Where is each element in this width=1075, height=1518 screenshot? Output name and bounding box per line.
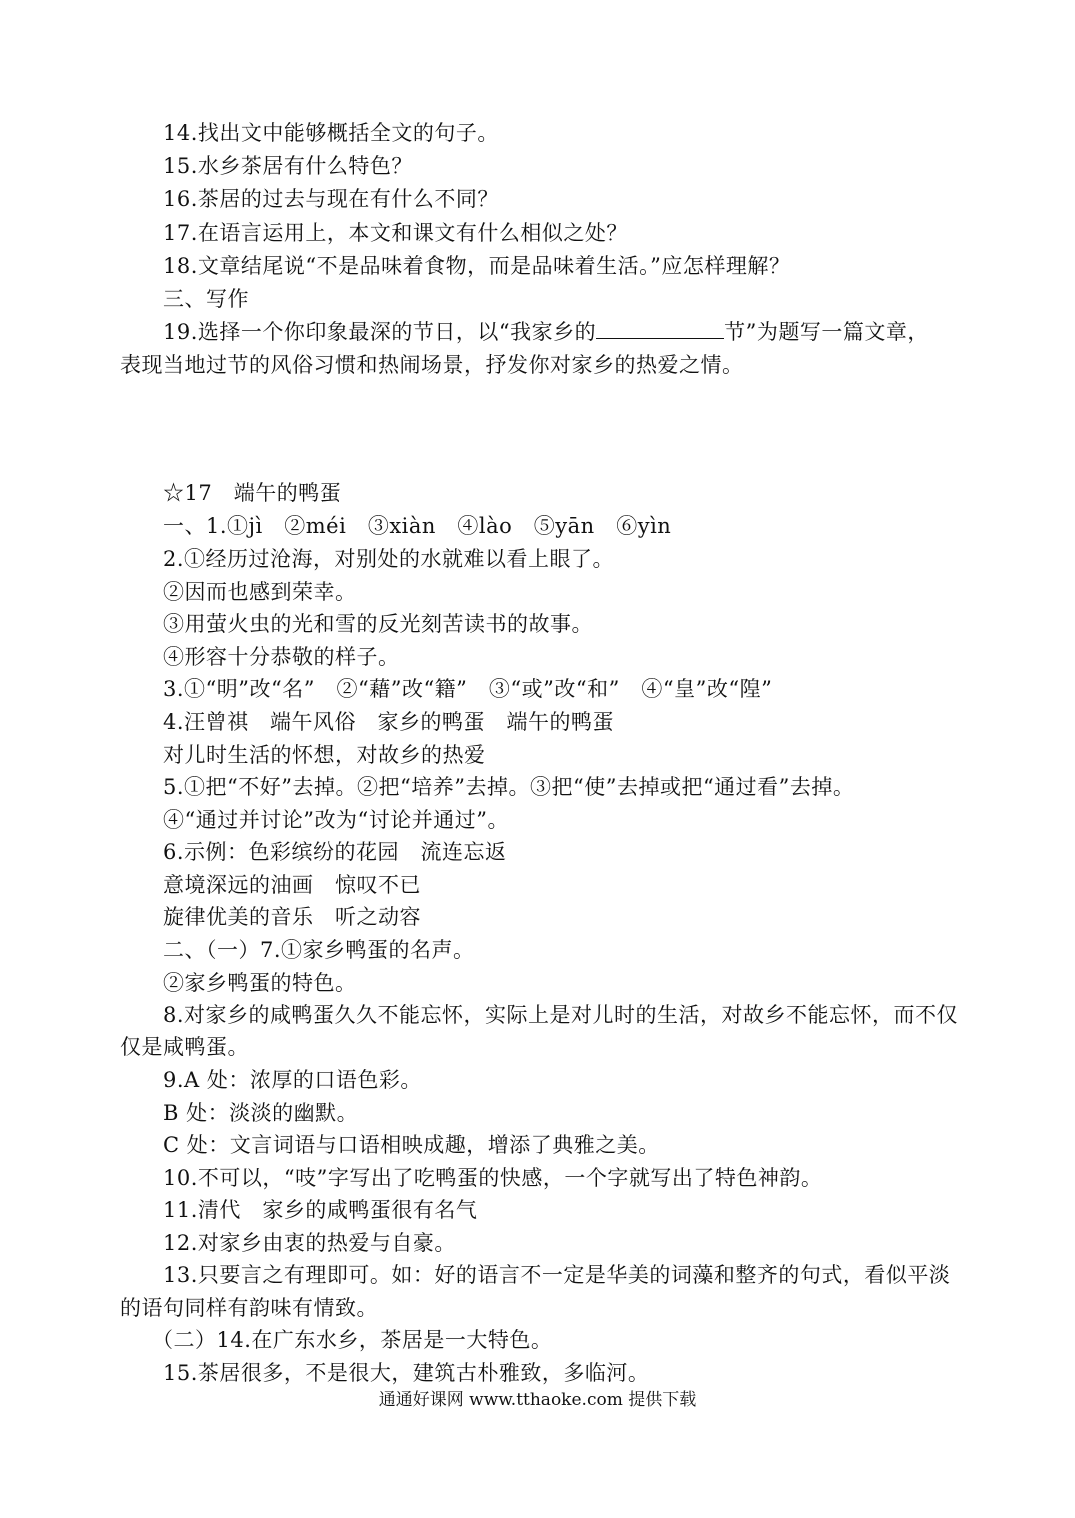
answer-5-2: ④“通过并讨论”改为“讨论并通过”。: [163, 808, 509, 832]
answer-2-3: ③用萤火虫的光和雪的反光刻苦读书的故事。: [163, 612, 593, 636]
answer-13-2: 的语句同样有韵味有情致。: [120, 1296, 378, 1320]
answer-15: 15.茶居很多，不是很大，建筑古朴雅致，多临河。: [163, 1361, 650, 1385]
question-15: 15.水乡茶居有什么特色？: [163, 154, 413, 178]
answer-9-3: C 处：文言词语与口语相映成趣，增添了典雅之美。: [163, 1133, 660, 1157]
question-19-part-2: 节”为题写一篇文章，: [724, 320, 929, 344]
answer-8-2: 仅是咸鸭蛋。: [120, 1035, 249, 1059]
page-footer: 通通好课网 www.tthaoke.com 提供下载: [378, 1390, 697, 1410]
question-19-continued: 表现当地过节的风俗习惯和热闹场景，抒发你对家乡的热爱之情。: [120, 353, 744, 377]
answer-13-1: 13.只要言之有理即可。如：好的语言不一定是华美的词藻和整齐的句式，看似平淡: [163, 1263, 951, 1287]
answer-2-2: ②因而也感到荣幸。: [163, 580, 357, 604]
answer-10: 10.不可以，“吱”字写出了吃鸭蛋的快感，一个字就写出了特色神韵。: [163, 1166, 823, 1190]
section-writing-heading: 三、写作: [163, 287, 249, 311]
answer-12: 12.对家乡由衷的热爱与自豪。: [163, 1231, 456, 1255]
question-16: 16.茶居的过去与现在有什么不同？: [163, 187, 499, 211]
fill-in-blank: [596, 318, 724, 339]
answer-2-4: ④形容十分恭敬的样子。: [163, 645, 400, 669]
answer-7-1: 二、（一）7.①家乡鸭蛋的名声。: [163, 938, 475, 962]
answer-9-1: 9.A 处：浓厚的口语色彩。: [163, 1068, 422, 1092]
answer-8-1: 8.对家乡的咸鸭蛋久久不能忘怀，实际上是对儿时的生活，对故乡不能忘怀，而不仅: [163, 1003, 959, 1027]
answer-3: 3.①“明”改“名” ②“藉”改“籍” ③“或”改“和” ④“皇”改“隍”: [163, 677, 773, 701]
answer-1: 一、1.①jì ②méi ③xiàn ④lào ⑤yān ⑥yìn: [163, 514, 672, 538]
answer-7-2: ②家乡鸭蛋的特色。: [163, 971, 357, 995]
answer-11: 11.清代 家乡的咸鸭蛋很有名气: [163, 1198, 478, 1222]
question-17: 17.在语言运用上，本文和课文有什么相似之处？: [163, 221, 628, 245]
answer-4-2: 对儿时生活的怀想，对故乡的热爱: [163, 743, 486, 767]
answer-4-1: 4.汪曾祺 端午风俗 家乡的鸭蛋 端午的鸭蛋: [163, 710, 615, 734]
answer-14: （二）14.在广东水乡，茶居是一大特色。: [152, 1328, 553, 1352]
question-18: 18.文章结尾说“不是品味着食物，而是品味着生活。”应怎样理解？: [163, 254, 791, 278]
answer-6-2: 意境深远的油画 惊叹不已: [163, 873, 421, 897]
answer-9-2: B 处：淡淡的幽默。: [163, 1101, 359, 1125]
question-19-part-1: 19.选择一个你印象最深的节日，以“我家乡的: [163, 320, 597, 344]
question-14: 14.找出文中能够概括全文的句子。: [163, 121, 499, 145]
answer-6-1: 6.示例：色彩缤纷的花园 流连忘返: [163, 840, 507, 864]
question-19: [163, 317, 929, 347]
answer-6-3: 旋律优美的音乐 听之动容: [163, 905, 421, 929]
answer-section-title: ☆17 端午的鸭蛋: [163, 481, 342, 505]
answer-2-1: 2.①经历过沧海，对别处的水就难以看上眼了。: [163, 547, 615, 571]
answer-5-1: 5.①把“不好”去掉。②把“培养”去掉。③把“使”去掉或把“通过看”去掉。: [163, 775, 855, 799]
